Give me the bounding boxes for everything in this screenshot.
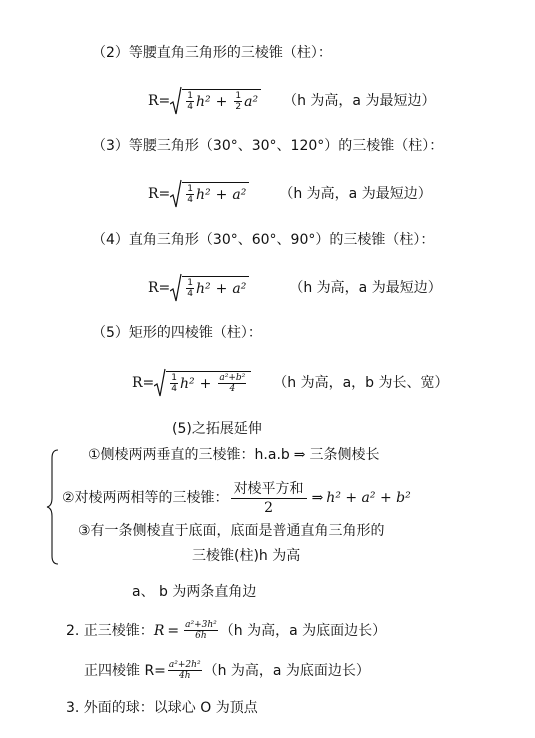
formula-3 [148,179,432,209]
extension-item-3-line-2: 三棱锥(柱)h 为高 [192,548,301,564]
frac-num: a²+2h² [168,660,201,670]
sqrt-sign [170,179,249,209]
extension-title: (5)之拓展延伸 [172,421,262,437]
section-2-title: （2）等腰直角三角形的三棱锥（柱）： [92,45,332,61]
formula-2 [148,86,435,116]
sqrt-sign [170,273,249,303]
extension-item-1 [88,445,380,465]
frac-num: a²+b² [219,373,246,383]
frac-den: 4 [187,289,194,299]
section-3-title: （3）等腰三角形（30°、30°、120°）的三棱锥（柱）： [92,138,444,154]
item2-frac-den: 2 [264,499,274,516]
plus-sign: + [215,94,228,110]
item2-frac-num: 对棱平方和 [231,480,307,499]
item2-text: ②对棱两两相等的三棱锥： [62,490,229,506]
frac-num: 1 [171,373,178,383]
section-5-title: （5）矩形的四棱锥（柱）： [92,325,262,341]
section-label: 正四棱锥 R= [84,663,166,679]
item1-result: 三条侧棱长 [309,447,380,463]
extension-item-2 [62,478,411,518]
extension-item-3-line-1: ③有一条侧棱直于底面，底面是普通直角三角形的 [78,523,385,539]
frac-den: 4h [178,671,191,681]
frac-den: 4 [171,384,178,394]
frac-den: 4 [187,102,194,112]
formula-lhs: R= [148,93,171,109]
section-4-title: （4）直角三角形（30°、60°、90°）的三棱锥（柱）： [92,232,435,248]
outer-sphere-line: 3. 外面的球：以球心 O 为顶点 [66,700,258,716]
formula-note: （h 为高，a 为最短边） [283,93,436,109]
frac-num: 1 [187,278,194,288]
regular-square-pyramid [84,660,370,682]
h-squared: h² [196,281,211,297]
frac-num: 1 [187,91,194,101]
arrow-icon: ⇒ [311,490,324,506]
formula-4 [148,273,442,303]
a-squared: a² [232,187,247,203]
formula-note: （h 为高，a 为最短边） [279,186,432,202]
formula-5 [132,368,449,398]
formula-note: （h 为高，a，b 为长、宽） [273,375,449,391]
formula-note: （h 为高，a 为底面边长） [203,663,370,679]
frac-num: 1 [187,184,194,194]
section-label: 2. 正三棱锥： [66,623,154,639]
frac-num: a²+3h² [185,620,217,630]
h-squared: h² [180,376,195,392]
item2-expression: h² + a² + b² [326,490,411,506]
formula-note: （h 为高，a 为最短边） [289,280,442,296]
frac-den: 4 [229,384,236,394]
a-squared: a² [244,94,259,110]
plus-sign: + [199,376,212,392]
left-brace [46,448,60,566]
right-angle-note: a、 b 为两条直角边 [132,584,257,600]
a-squared: a² [232,281,247,297]
frac-den: 2 [235,102,242,112]
sqrt-sign [154,368,251,398]
frac-den: 6h [195,631,207,641]
formula-r: R [153,623,165,639]
item1-text: ①侧棱两两垂直的三棱锥：h.a.b [88,447,290,463]
formula-note: （h 为高，a 为底面边长） [219,623,387,639]
frac-den: 4 [187,195,194,205]
h-squared: h² [196,94,211,110]
frac-num: 1 [235,91,242,101]
sqrt-sign [170,86,261,116]
h-squared: h² [196,187,211,203]
plus-sign: + [215,281,228,297]
arrow-icon: ⇒ [293,447,306,463]
regular-triangular-pyramid: 2. 正三棱锥： R = $\frac{\text{a²+3h²}}{6h}$ （h 为高，a 为底面边长） [66,620,387,641]
formula-lhs: R= [148,186,171,202]
formula-lhs: R= [148,280,171,296]
formula-lhs: R= [132,375,155,391]
plus-sign: + [215,187,228,203]
